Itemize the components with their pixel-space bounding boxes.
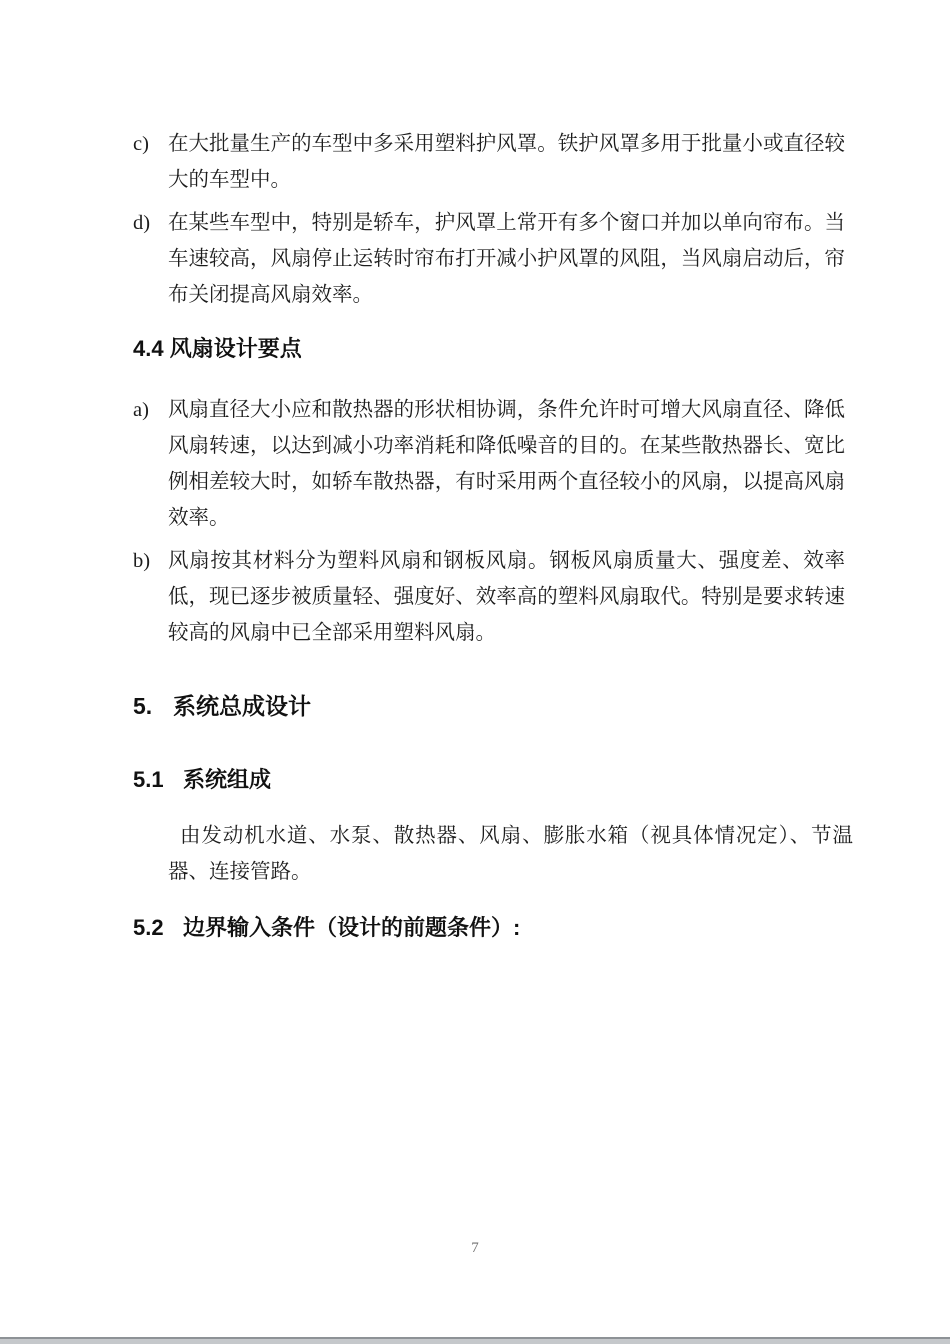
- section-number: 5.2: [133, 915, 164, 940]
- paragraph-system-composition: 由发动机水道、水泵、散热器、风扇、膨胀水箱（视具体情况定）、节温器、连接管路。: [168, 825, 853, 883]
- list-item: [133, 392, 845, 536]
- section-heading-5-1: [133, 765, 845, 795]
- list-item-label: a): [133, 399, 149, 421]
- list-item-text: 在某些车型中，特别是轿车，护风罩上常开有多个窗口并加以单向帘布。当车速较高，风扇停止运转时帘布打开减小护风罩的风阻，当风扇启动后，帘布关闭提高风扇效率。: [168, 212, 845, 306]
- section-title: 边界输入条件（设计的前题条件）:: [183, 915, 521, 940]
- section-heading-4-4: 4.4 风扇设计要点: [133, 336, 302, 361]
- page-bottom-bar: [0, 1337, 950, 1344]
- section-number: 5.: [133, 693, 153, 719]
- section-number: 5.1: [133, 767, 164, 792]
- section-heading-5-2: [133, 913, 845, 943]
- list-item-text: 风扇按其材料分为塑料风扇和钢板风扇。钢板风扇质量大、强度差、效率低，现已逐步被质量轻、强度好、效率高的塑料风扇取代。特别是要求转速较高的风扇中已全部采用塑料风扇。: [168, 550, 845, 644]
- page-content: [133, 0, 853, 943]
- list-item: [133, 205, 845, 313]
- list-item-text: 在大批量生产的车型中多采用塑料护风罩。铁护风罩多用于批量小或直径较大的车型中。: [168, 133, 845, 191]
- list-item: [133, 126, 845, 198]
- list-item-label: b): [133, 550, 151, 572]
- section-heading-5: [133, 691, 845, 721]
- list-item-label: d): [133, 212, 151, 234]
- list-item-text: 风扇直径大小应和散热器的形状相协调，条件允许时可增大风扇直径、降低风扇转速，以达到减小功率消耗和降低噪音的目的。在某些散热器长、宽比例相差较大时，如轿车散热器，有时采用两个直径较小的风扇，以提高风扇效率。: [168, 399, 845, 529]
- page-number: 7: [471, 1240, 479, 1256]
- list-item-label: c): [133, 133, 149, 155]
- section-title: 系统组成: [183, 767, 272, 792]
- list-item: [133, 543, 845, 651]
- section-title: 系统总成设计: [173, 693, 311, 719]
